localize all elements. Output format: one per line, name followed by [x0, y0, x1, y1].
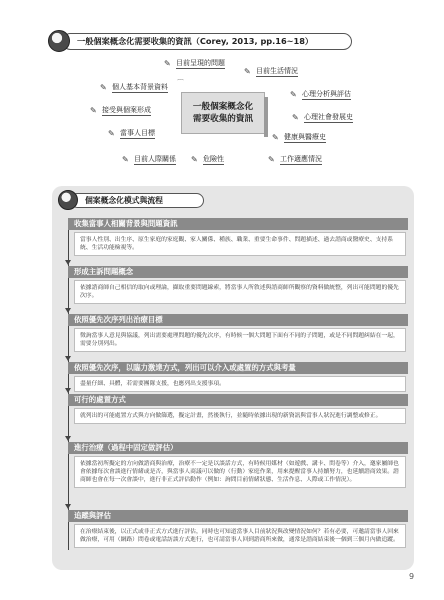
flow-step-body: 就列出的可能處置方式與方向做篩選，擬定計畫，然後執行，並隨時依據出現的新資訊與當事人狀況進行調整或修正。 — [74, 408, 406, 424]
section1-header — [48, 30, 348, 56]
section2-header — [58, 190, 218, 212]
flow-step — [68, 362, 408, 392]
mindmap-tag — [191, 154, 224, 165]
bullet-circle-icon — [58, 190, 78, 210]
flow-step-title: 收集當事人相關背景與問題資訊 — [68, 218, 408, 230]
mindmap-tag — [122, 154, 176, 165]
arrow-down-icon — [65, 388, 71, 393]
pencil-icon: ✎ — [290, 90, 297, 99]
pencil-icon: ✎ — [244, 67, 251, 76]
flow-step-body: 在治療結束後，以正式或非正式方式進行評估，同時也可知道當事人目前狀況與改變情況如何？若有必要，可邀請當事人回來做治療，可用（網路）問卷或電話訪談方式進行，也可請當事人回到諮商所來做，通常是諮商結束後一個到三個月內做追蹤。 — [74, 524, 406, 548]
pencil-icon: ✎ — [272, 133, 279, 142]
arrow-down-icon — [65, 308, 71, 313]
mindmap-tag-label: 目前呈現的問題 — [176, 59, 225, 67]
mindmap-tag-label: 當事人目標 — [120, 129, 155, 137]
flow-step-title: 依照優先次序列出治療目標 — [68, 314, 408, 326]
section2-panel — [52, 186, 414, 570]
section1-title: 一般個案概念化需要收集的資訊（Corey, 2013, pp.16~18） — [62, 33, 352, 50]
flow-step — [68, 218, 408, 256]
flow-step-title: 追蹤與評估 — [68, 510, 408, 522]
flow-step — [68, 510, 408, 548]
flow-step-body: 依據當初所擬定的方向做諮商與治療，治療不一定是以談話方式，有時候用媒材（如遊戲、講卡、問卷等）介入，邀家屬師也會依據每次會談進行情緒或是否，與當事人商議可以做的（行動）家庭作業，用來提醒當事人持續努力，也延續諮商效果。諮商師也會在每一次會談中，進行非正式評估動作（例如：詢問目前情緒狀態、生活作息、人際或工作情況）。 — [74, 456, 406, 488]
flow-step — [68, 266, 408, 304]
bullet-circle-icon — [48, 30, 70, 52]
pencil-icon: ✎ — [268, 155, 275, 164]
mindmap-tag — [268, 154, 322, 165]
mindmap-tag-label: 目前人際關係 — [134, 155, 176, 163]
mindmap-center-line: 一般個案概念化 — [192, 102, 254, 112]
mindmap-tag-label: 接受與個案形成 — [102, 106, 151, 114]
mindmap-center — [181, 92, 265, 134]
flow-step-body: 徵詢當事人意見與協議，列出需要處理問題的優先次序，有時候一個大問題下面有不同的子問題，或是不同問題糾結在一起，需要分別列出。 — [74, 328, 406, 352]
pencil-icon: ✎ — [191, 155, 198, 164]
pencil-icon: ✎ — [164, 59, 171, 68]
mindmap-tag-label: 心理分析與評估 — [302, 90, 351, 98]
flow-step-title: 進行治療（過程中固定做評估） — [68, 442, 408, 454]
mindmap-tag-label: 健康與醫療史 — [284, 133, 326, 141]
mindmap-tag — [244, 66, 298, 77]
mindmap-tag — [290, 89, 351, 100]
section2-title: 個案概念化模式與流程 — [70, 193, 204, 208]
arrow-down-icon — [65, 504, 71, 509]
mindmap-tag — [90, 105, 151, 116]
mindmap-tag — [292, 112, 353, 123]
arrow-down-icon — [65, 436, 71, 441]
mindmap-tag — [272, 132, 326, 143]
arrow-down-icon — [65, 356, 71, 361]
pencil-icon: ✎ — [292, 113, 299, 122]
link-mark: ⌒ — [177, 79, 184, 87]
flow-step — [68, 314, 408, 352]
mindmap-tag-label: 心理社會發展史 — [304, 113, 353, 121]
mindmap-tag — [100, 82, 168, 93]
mindmap-center-line: 需要收集的資訊 — [192, 114, 254, 124]
mindmap-tag — [108, 128, 155, 139]
mindmap-tag — [164, 58, 225, 69]
flow-step-body: 依據諮商師自己相信的取向或理論，擷取重要問題線索，將當事人所敘述與諮商師所觀察的資料做統整，列出可能問題的優先次序。 — [74, 280, 406, 304]
mindmap — [0, 56, 444, 172]
flow-step-body: 盡量仔細、具體，若需要團隊支援，也應列出支援事項。 — [74, 376, 406, 392]
mindmap-tag-label: 目前生活情況 — [256, 67, 298, 75]
flow-step-title: 可行的處置方式 — [68, 394, 408, 406]
flow-step — [68, 442, 408, 488]
flow-step — [68, 394, 408, 424]
center-shadow — [264, 97, 268, 137]
flow-step-title: 形成主訴問題概念 — [68, 266, 408, 278]
mindmap-tag-label: 工作適應情況 — [280, 155, 322, 163]
pencil-icon: ✎ — [100, 83, 107, 92]
pencil-icon: ✎ — [108, 129, 115, 138]
flow-step-body: 當事人性別、出生序、原生家庭的家庭觀、家人關係、種族、職業、重要生命事件、問題描述、過去諮商或醫療史、支持系統、生活功能檢視等。 — [74, 232, 406, 256]
mindmap-tag-label: 個人基本背景資料 — [112, 83, 168, 91]
pencil-icon: ✎ — [122, 155, 129, 164]
page-number: 9 — [409, 572, 415, 581]
mindmap-tag-label: 危險性 — [203, 155, 224, 163]
arrow-down-icon — [65, 260, 71, 265]
pencil-icon: ✎ — [90, 106, 97, 115]
flow-step-title: 依照優先次序，以臨力激達方式，列出可以介入或處置的方式與考量 — [68, 362, 408, 374]
